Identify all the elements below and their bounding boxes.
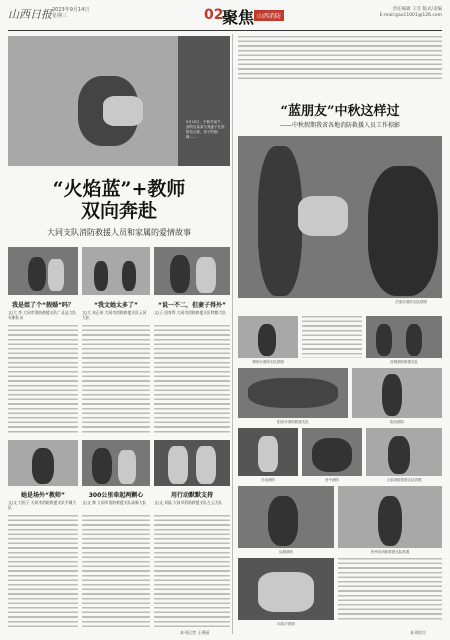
editor-credits <box>380 7 442 19</box>
section-byline-2: 文/大 张正伟 大同市消防救援支队云冈大队 <box>82 310 147 320</box>
date-text: 2023年9月14日 <box>52 7 90 13</box>
editor-email: E-mail:gao11001@126.com <box>379 13 442 18</box>
section-body-5 <box>82 515 150 627</box>
section-name: 聚焦 <box>222 8 255 27</box>
section-body-3 <box>154 325 230 435</box>
grid-caption-3: 阳泉市消防救援支队 <box>277 420 309 424</box>
right-body-text-1 <box>302 316 362 358</box>
couple-photo-6 <box>154 440 230 486</box>
couple-photo-1 <box>8 247 78 295</box>
right-subheadline: ——中秋假期我省各地消防救援人员工作掠影 <box>279 122 400 129</box>
section-logo: 山西消防 <box>254 10 284 21</box>
right-main-photo <box>238 136 442 298</box>
grid-caption-6: 晋中消防 <box>325 478 339 482</box>
section-title-5: 300公里牵起两颗心 <box>88 492 144 499</box>
right-intro-text <box>238 36 442 80</box>
left-footer-credit: 本刊记者 王勇丽 <box>180 630 210 635</box>
left-subheadline: 大同支队消防救援人员和家属的爱情故事 <box>47 228 191 237</box>
section-body-1 <box>8 325 78 435</box>
grid-photo-4 <box>352 368 442 418</box>
hero-photo <box>8 36 178 166</box>
section-title-1: 我是姐了个“假婚”吗？ <box>12 302 74 309</box>
section-body-4 <box>8 515 78 627</box>
couple-photo-5 <box>82 440 150 486</box>
section-title-2: “我文她太多了” <box>94 302 138 309</box>
left-headline-line2: 双向奔赴 <box>80 200 157 222</box>
weekday-text: 星期三 <box>52 13 68 19</box>
grid-caption-9: 忻州市消防救援支队供图 <box>370 550 410 554</box>
couple-photo-4 <box>8 440 78 486</box>
section-title-6: 用行动默默支持 <box>170 492 213 499</box>
couple-photo-3 <box>154 247 230 295</box>
editor-line: 责任编辑 王雪 版式/美编 <box>392 7 442 12</box>
page-header <box>8 4 442 31</box>
grid-photo-8 <box>238 486 334 548</box>
couple-photo-2 <box>82 247 150 295</box>
section-title-3: “说一不二，但妻子得外” <box>158 302 226 309</box>
grid-caption-4: 临汾消防 <box>390 420 404 424</box>
grid-photo-7 <box>366 428 442 476</box>
grid-photo-1 <box>238 316 298 358</box>
section-body-6 <box>154 515 230 627</box>
grid-caption-10: 向春平供图 <box>277 622 295 626</box>
grid-caption-7: 太原消防救援支队供图 <box>386 478 422 482</box>
grid-photo-6 <box>302 428 362 476</box>
masthead: 山西日报 <box>8 8 52 21</box>
date-line <box>52 7 89 19</box>
section-byline-1: 文/大 李 大同市消防救援支队广灵县大队专职队员 <box>8 310 77 320</box>
column-divider <box>232 34 233 634</box>
left-headline-line1: “火焰蓝”+教师 <box>52 178 186 200</box>
right-main-caption: 吕梁市消防支队供图 <box>395 300 427 304</box>
grid-caption-8: 运城消防 <box>279 550 293 554</box>
right-footer-credit: 本刊综合 <box>410 630 426 635</box>
grid-photo-10 <box>238 558 334 620</box>
section-number: 02 <box>204 7 224 23</box>
grid-caption-5: 长治消防 <box>261 478 275 482</box>
hero-photo-caption: 9月10日，中秋节前夕，消防员某某与其妻子在消防站合影，孩子的姻缘…… <box>186 120 225 139</box>
hero-photo-side <box>178 36 230 166</box>
grid-caption-1: 朔州市消防支队供图 <box>252 360 284 364</box>
grid-photo-2 <box>366 316 442 358</box>
section-body-2 <box>82 325 150 435</box>
section-byline-5: 文/文 黎 大同市消防救援支队高新大队 <box>82 500 147 505</box>
grid-photo-3 <box>238 368 348 418</box>
section-byline-4: 文/文 力恒子 大同市消防救援支队平城大队 <box>8 500 77 510</box>
section-byline-6: 文/文 刘磊 大同市消防救援支队左云大队 <box>154 500 223 505</box>
section-title-4: 她是场外“教师” <box>21 492 65 499</box>
grid-caption-2: 晋城消防救援支队 <box>390 360 418 364</box>
grid-photo-5 <box>238 428 298 476</box>
grid-photo-9 <box>338 486 442 548</box>
right-body-text-2 <box>338 558 442 620</box>
section-byline-3: 文/王 国寿得 大同市消防救援支队特勤大队 <box>154 310 227 315</box>
right-headline: “蓝朋友”中秋这样过 <box>280 104 400 119</box>
